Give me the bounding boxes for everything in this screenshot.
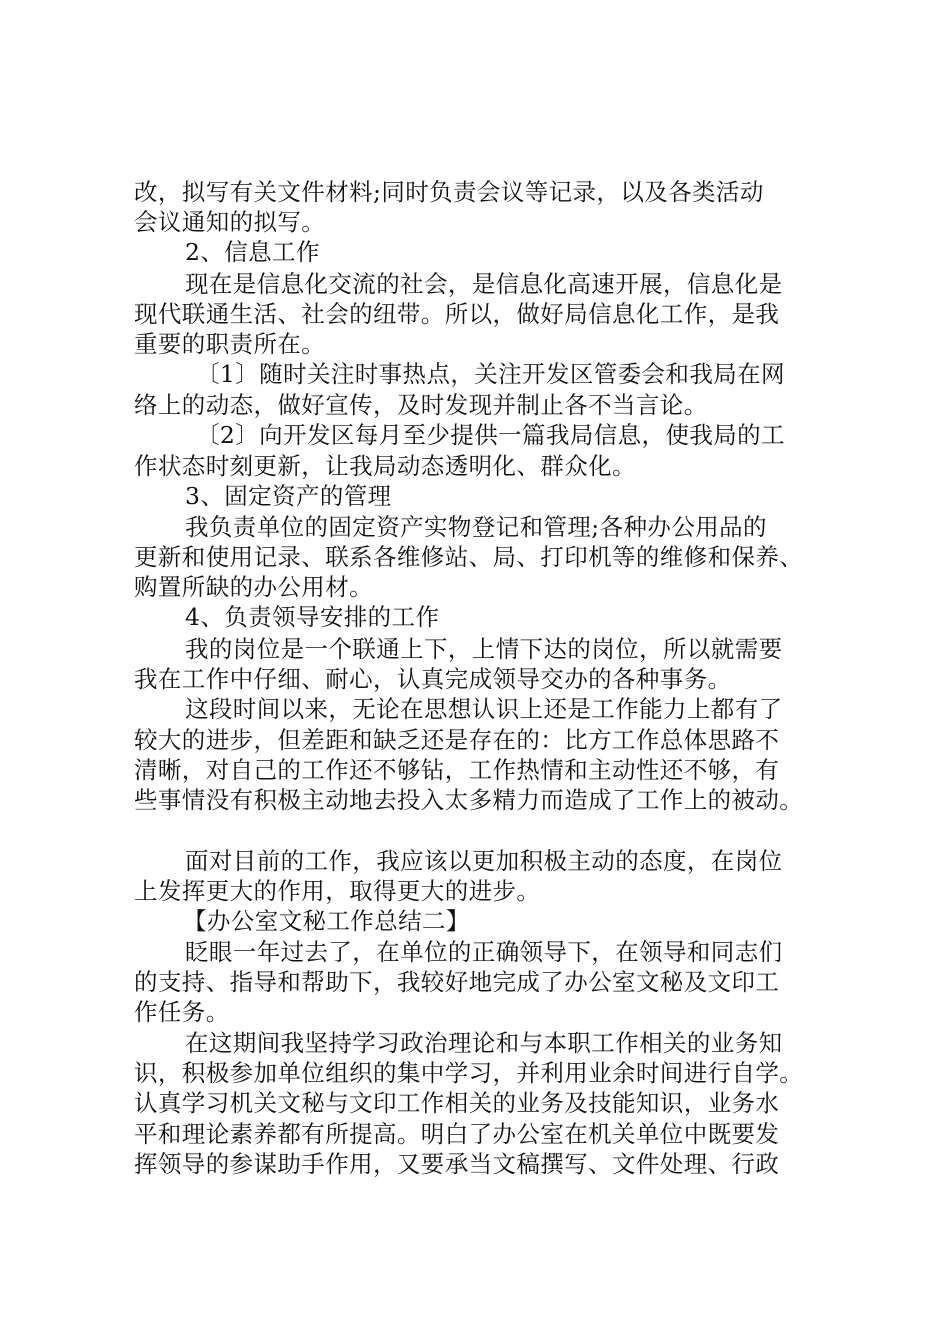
text-line: 更新和使用记录、联系各维修站、局、打印机等的维修和保养、 <box>134 543 804 571</box>
text-line: 〔2〕向开发区每月至少提供一篇我局信息，使我局的工 <box>196 421 785 449</box>
text-line: 上发挥更大的作用，取得更大的进步。 <box>134 877 541 905</box>
text-line: 在这期间我坚持学习政治理论和与本职工作相关的业务知 <box>185 1029 783 1057</box>
text-line: 挥领导的参谋助手作用，又要承当文稿撰写、文件处理、行政 <box>134 1150 780 1178</box>
text-line: 的支持、指导和帮助下，我较好地完成了办公室文秘及文印工 <box>134 968 780 996</box>
text-line: 认真学习机关文秘与文印工作相关的业务及技能知识，业务水 <box>134 1089 780 1117</box>
text-line: 些事情没有积极主动地去投入太多精力而造成了工作上的被动。 <box>134 786 804 814</box>
text-line: 购置所缺的办公用材。 <box>134 573 373 601</box>
text-line: 现在是信息化交流的社会，是信息化高速开展，信息化是 <box>185 270 783 298</box>
section-heading: 2、信息工作 <box>185 238 320 266</box>
text-line: 会议通知的拟写。 <box>134 208 326 236</box>
text-line: 我的岗位是一个联通上下，上情下达的岗位，所以就需要 <box>185 635 783 663</box>
text-line: 面对目前的工作，我应该以更加积极主动的态度，在岗位 <box>185 847 783 875</box>
text-line: 现代联通生活、社会的纽带。所以，做好局信息化工作，是我 <box>134 300 780 328</box>
text-line: 〔1〕随时关注时事热点，关注开发区管委会和我局在网 <box>196 360 785 388</box>
text-line: 重要的职责所在。 <box>134 330 326 358</box>
text-line: 这段时间以来，无论在思想认识上还是工作能力上都有了 <box>185 695 783 723</box>
text-line: 我在工作中仔细、耐心，认真完成领导交办的各种事务。 <box>134 665 732 693</box>
text-line: 清晰，对自己的工作还不够钻，工作热情和主动性还不够，有 <box>134 756 780 784</box>
text-line: 眨眼一年过去了，在单位的正确领导下，在领导和同志们 <box>185 938 783 966</box>
text-line: 我负责单位的固定资产实物登记和管理;各种办公用品的 <box>185 513 767 541</box>
text-line: 改，拟写有关文件材料;同时负责会议等记录，以及各类活动 <box>134 178 764 206</box>
text-line: 较大的进步，但差距和缺乏还是存在的：比方工作总体思路不 <box>134 726 780 754</box>
section-heading: 【办公室文秘工作总结二】 <box>183 907 470 935</box>
text-line: 络上的动态，做好宣传，及时发现并制止各不当言论。 <box>134 391 708 419</box>
text-line: 平和理论素养都有所提高。明白了办公室在机关单位中既要发 <box>134 1120 780 1148</box>
text-line: 作任务。 <box>134 998 230 1026</box>
section-heading: 3、固定资产的管理 <box>185 482 392 510</box>
text-line: 作状态时刻更新，让我局动态透明化、群众化。 <box>134 452 636 480</box>
text-line: 识，积极参加单位组织的集中学习，并利用业余时间进行自学。 <box>134 1059 804 1087</box>
section-heading: 4、负责领导安排的工作 <box>185 603 440 631</box>
